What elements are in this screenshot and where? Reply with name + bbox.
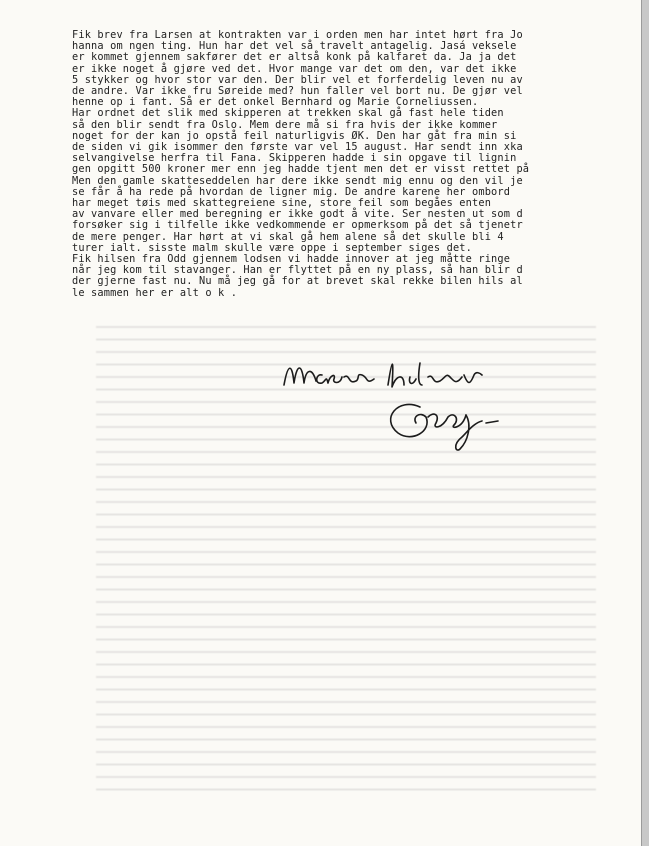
letter-line: Fik brev fra Larsen at kontrakten var i orden men har intet hørt fra Jo (72, 29, 523, 41)
letter-line: de mere penger. Har hørt at vi skal gå hem alene så det skulle bli 4 (72, 230, 504, 243)
letter-line: er ikke noget å gjøre ved det. Hvor mange var det om den, var det ikke (72, 62, 517, 75)
letter-line: forsøker sig i tilfelle ikke vedkommende er opmerksom på det så tjenetr (72, 219, 523, 232)
handwritten-signature (270, 345, 530, 455)
letter-line: Men den gamle skatteseddelen har dere ikke sendt mig ennu og den vil je (72, 174, 523, 187)
letter-line: har meget tøis med skattegreiene sine, store feil som begåes enten (72, 197, 492, 210)
letter-body (72, 30, 632, 299)
letter-line: Fik hilsen fra Odd gjennem lodsen vi hadde innover at jeg måtte ringe (72, 253, 511, 266)
letter-line: de andre. Var ikke fru Søreide med? hun faller vel bort nu. De gjør vel (72, 85, 523, 98)
letter-line: le sammen her er alt o k . (72, 286, 238, 299)
letter-line: gen opgitt 500 kroner mer enn jeg hadde tjent men det er visst rettet på (72, 163, 530, 176)
letter-line: er kommet gjennem sakfører det er altså konk på kalfaret da. Ja ja det (72, 51, 517, 64)
letter-line: noget for der kan jo opstå feil naturligvis ØK. Den har gåt fra min si (72, 129, 517, 142)
letter-line: turer ialt. sisste malm skulle være oppe i september siges det. (72, 241, 473, 254)
letter-line: de siden vi gik isommer den første var vel 15 august. Har sendt inn xka (72, 141, 523, 154)
letter-line: se får å ha rede på hvordan de ligner mig. De andre karene her ombord (72, 185, 511, 198)
letter-line: der gjerne fast nu. Nu må jeg gå for at brevet skal rekke bilen hils al (72, 275, 523, 288)
page-edge (641, 0, 649, 846)
letter-line: når jeg kom til stavanger. Han er flyttet på en ny plass, så han blir d (72, 264, 523, 277)
letter-line: 5 stykker og hvor stor var den. Der blir vel et forferdelig leven nu av (72, 73, 523, 86)
letter-line: selvangivelse herfra til Fana. Skipperen hadde i sin opgave til lignin (72, 152, 517, 165)
letter-line: av vanvare eller med beregning er ikke godt å vite. Ser nesten ut som d (72, 208, 523, 221)
letter-line: Har ordnet det slik med skipperen at trekken skal gå fast hele tiden (72, 107, 504, 120)
signature-drawing (270, 345, 530, 455)
letter-line: hanna om ngen ting. Hun har det vel så travelt antagelig. Jasá veksele (72, 40, 517, 53)
letter-line: henne op i fant. Så er det onkel Bernhard og Marie Corneliussen. (72, 96, 479, 109)
letter-line: så den blir sendt fra Oslo. Mem dere må si fra hvis der ikke kommer (72, 118, 498, 131)
